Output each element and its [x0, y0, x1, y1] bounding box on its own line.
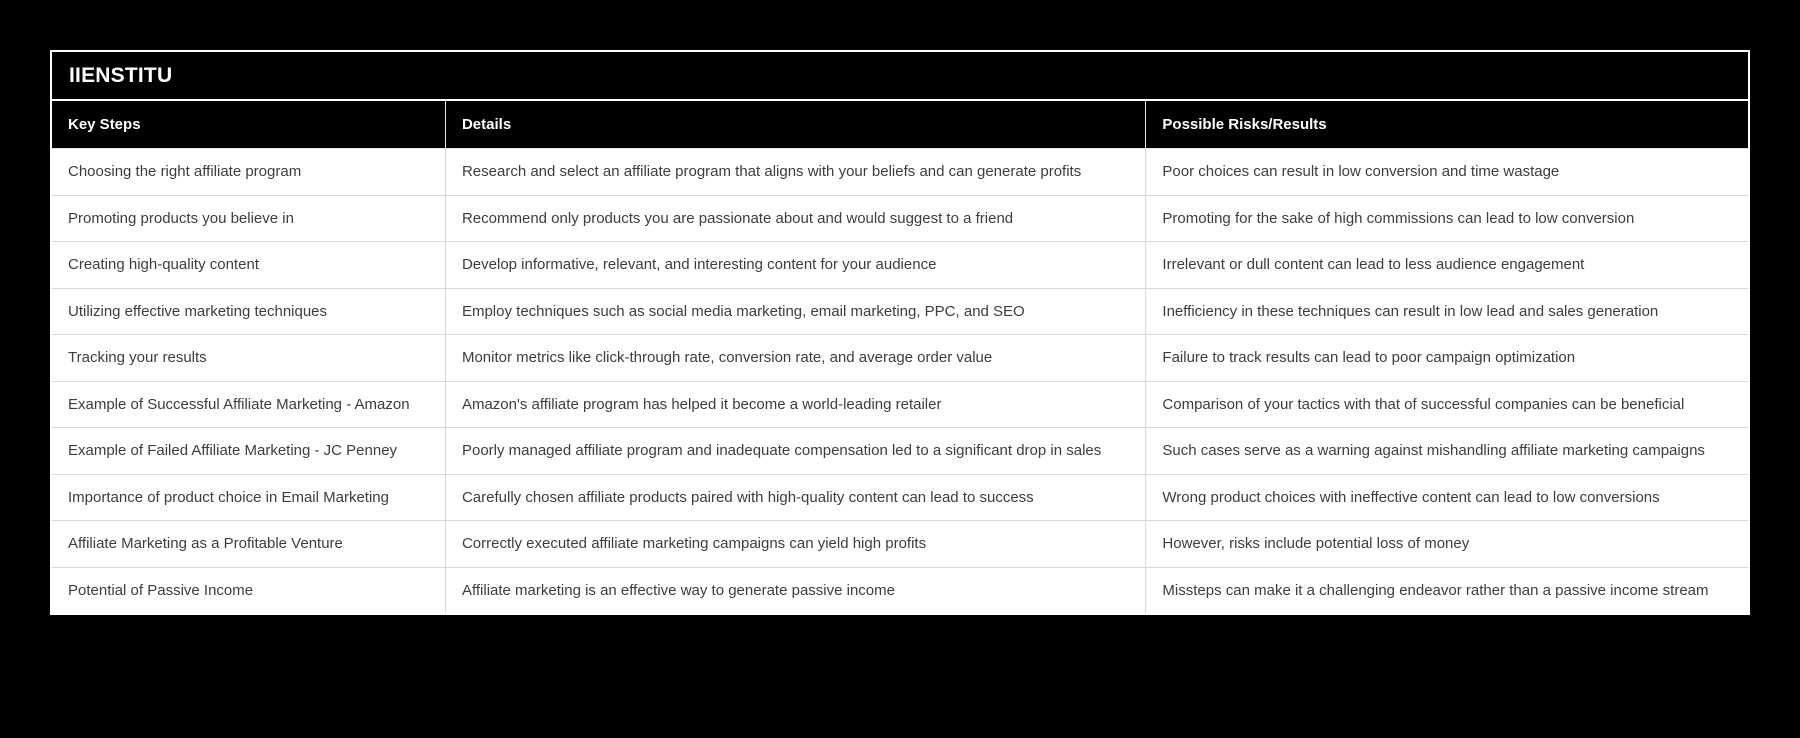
- details-cell: Poorly managed affiliate program and inadequate compensation led to a significant drop in sales: [445, 428, 1145, 475]
- details-cell: Develop informative, relevant, and interesting content for your audience: [445, 242, 1145, 289]
- table-row: [52, 474, 1748, 521]
- table-row: [52, 195, 1748, 242]
- header-row: [52, 101, 1748, 149]
- risks-cell: Wrong product choices with ineffective content can lead to low conversions: [1146, 474, 1748, 521]
- details-cell: Affiliate marketing is an effective way to generate passive income: [445, 567, 1145, 613]
- column-header-key-steps: Key Steps: [52, 101, 445, 149]
- details-cell: Amazon's affiliate program has helped it become a world-leading retailer: [445, 381, 1145, 428]
- table-row: [52, 381, 1748, 428]
- key-steps-cell: Tracking your results: [52, 335, 445, 382]
- risks-cell: Inefficiency in these techniques can result in low lead and sales generation: [1146, 288, 1748, 335]
- affiliate-marketing-table: [52, 101, 1748, 613]
- details-cell: Monitor metrics like click-through rate, conversion rate, and average order value: [445, 335, 1145, 382]
- key-steps-cell: Choosing the right affiliate program: [52, 149, 445, 196]
- risks-cell: Promoting for the sake of high commissions can lead to low conversion: [1146, 195, 1748, 242]
- column-header-details: Details: [445, 101, 1145, 149]
- key-steps-cell: Potential of Passive Income: [52, 567, 445, 613]
- table-row: [52, 149, 1748, 196]
- table-row: [52, 567, 1748, 613]
- key-steps-cell: Example of Successful Affiliate Marketing - Amazon: [52, 381, 445, 428]
- key-steps-cell: Utilizing effective marketing techniques: [52, 288, 445, 335]
- table-row: [52, 521, 1748, 568]
- risks-cell: Failure to track results can lead to poor campaign optimization: [1146, 335, 1748, 382]
- key-steps-cell: Creating high-quality content: [52, 242, 445, 289]
- table-row: [52, 428, 1748, 475]
- key-steps-cell: Importance of product choice in Email Marketing: [52, 474, 445, 521]
- details-cell: Recommend only products you are passionate about and would suggest to a friend: [445, 195, 1145, 242]
- risks-cell: Comparison of your tactics with that of successful companies can be beneficial: [1146, 381, 1748, 428]
- table-row: [52, 288, 1748, 335]
- details-cell: Employ techniques such as social media marketing, email marketing, PPC, and SEO: [445, 288, 1145, 335]
- risks-cell: Poor choices can result in low conversion and time wastage: [1146, 149, 1748, 196]
- page-title: IIENSTITU: [69, 63, 173, 87]
- table-card: [50, 50, 1750, 615]
- title-bar: [52, 52, 1748, 101]
- risks-cell: However, risks include potential loss of money: [1146, 521, 1748, 568]
- key-steps-cell: Example of Failed Affiliate Marketing - JC Penney: [52, 428, 445, 475]
- details-cell: Correctly executed affiliate marketing campaigns can yield high profits: [445, 521, 1145, 568]
- risks-cell: Irrelevant or dull content can lead to less audience engagement: [1146, 242, 1748, 289]
- key-steps-cell: Affiliate Marketing as a Profitable Venture: [52, 521, 445, 568]
- details-cell: Research and select an affiliate program that aligns with your beliefs and can generate profits: [445, 149, 1145, 196]
- table-row: [52, 242, 1748, 289]
- column-header-possible-risks: Possible Risks/Results: [1146, 101, 1748, 149]
- risks-cell: Missteps can make it a challenging endeavor rather than a passive income stream: [1146, 567, 1748, 613]
- table-row: [52, 335, 1748, 382]
- key-steps-cell: Promoting products you believe in: [52, 195, 445, 242]
- details-cell: Carefully chosen affiliate products paired with high-quality content can lead to success: [445, 474, 1145, 521]
- risks-cell: Such cases serve as a warning against mishandling affiliate marketing campaigns: [1146, 428, 1748, 475]
